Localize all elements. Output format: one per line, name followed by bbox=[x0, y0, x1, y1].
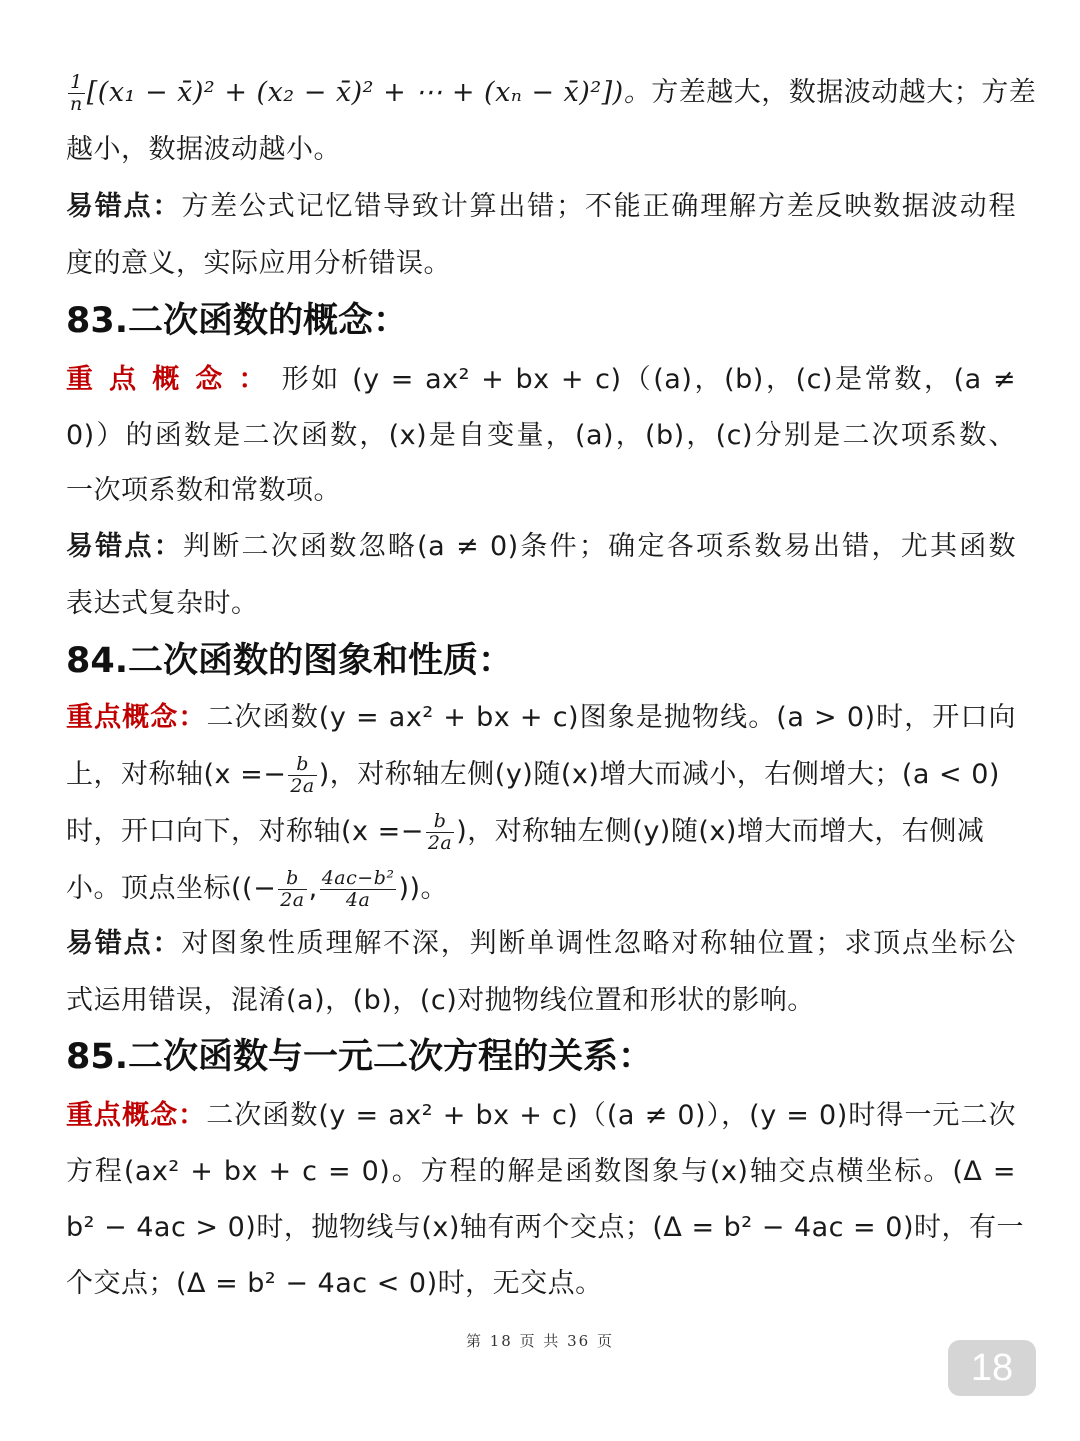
s83-key-line-1 bbox=[66, 360, 1016, 400]
fraction-numerator: b bbox=[426, 811, 454, 833]
fraction-denominator: n bbox=[70, 93, 83, 115]
text-segment: ))。 bbox=[398, 873, 449, 904]
s85-key-line-3: b² − 4ac > 0)时，抛物线与(x)轴有两个交点；(Δ = b² − 4ac = 0)时，有一 bbox=[66, 1212, 1024, 1243]
prev-error-line bbox=[66, 187, 1016, 227]
section-85-title: 85.二次函数与一元二次方程的关系： bbox=[66, 1037, 654, 1077]
s84-key-line-2 bbox=[66, 754, 1016, 797]
s83-key-line-3: 一次项系数和常数项。 bbox=[66, 475, 341, 506]
key-concept-label: 重点概念： bbox=[66, 1100, 207, 1131]
text-segment: 时，开口向下，对称轴(x =− bbox=[66, 816, 424, 847]
fraction-b-over-2a bbox=[288, 754, 316, 797]
error-label: 易错点： bbox=[66, 191, 182, 222]
key-concept-label: 重点概念： bbox=[66, 702, 207, 733]
s85-key-text: 二次函数(y = ax² + bx + c)（(a ≠ 0)），(y = 0)时得一元二次 bbox=[206, 1100, 1017, 1131]
s83-error-line-1 bbox=[66, 527, 1016, 567]
key-concept-label: 重点概念： bbox=[66, 364, 282, 395]
variance-text-cont: 越小，数据波动越小。 bbox=[66, 134, 341, 165]
text-segment: )，对称轴左侧(y)随(x)增大而减小，右侧增大；(a < 0) bbox=[318, 759, 1000, 790]
fraction-denominator: 2a bbox=[280, 889, 305, 911]
fraction-denominator: 2a bbox=[290, 775, 315, 797]
s84-key-line-4: 小。顶点坐标((− $\frac{b}{2a}$ , $\frac{\text{4ac−b²}}{4a}$ ))。 bbox=[66, 867, 449, 911]
s83-key-line-2: 0)）的函数是二次函数，(x)是自变量，(a)，(b)，(c)分别是二次项系数、 bbox=[66, 420, 1016, 451]
error-label: 易错点： bbox=[66, 928, 182, 959]
fraction-denominator: 4a bbox=[345, 889, 371, 911]
text-segment: )，对称轴左侧(y)随(x)增大而增大，右侧减 bbox=[456, 816, 985, 847]
fraction-vertex-y bbox=[320, 868, 397, 911]
fraction-numerator: 4ac−b² bbox=[321, 867, 395, 889]
error-label: 易错点： bbox=[66, 531, 184, 562]
section-83-title: 83.二次函数的概念： bbox=[66, 301, 409, 341]
error-text: 对图象性质理解不深，判断单调性忽略对称轴位置；求顶点坐标公 bbox=[181, 928, 1016, 959]
page-number-badge: 18 bbox=[948, 1340, 1036, 1396]
fraction-numerator: 1 bbox=[68, 72, 85, 94]
fraction-b-over-2a bbox=[278, 868, 306, 911]
s84-key-line-3 bbox=[66, 811, 1016, 854]
error-text-cont: 度的意义，实际应用分析错误。 bbox=[66, 248, 451, 279]
s84-error-line-2: 式运用错误，混淆(a)，(b)，(c)对抛物线位置和形状的影响。 bbox=[66, 985, 815, 1016]
page-footer: 第 18 页 共 36 页 bbox=[465, 1332, 614, 1350]
formula-fraction bbox=[68, 72, 85, 115]
text-segment: 小。顶点坐标((− bbox=[66, 873, 277, 904]
fraction-b-over-2a bbox=[426, 811, 454, 854]
s85-key-line-4: 个交点；(Δ = b² − 4ac < 0)时，无交点。 bbox=[66, 1268, 603, 1299]
fraction-numerator: b bbox=[278, 868, 306, 890]
s85-key-line-2: 方程(ax² + bx + c = 0)。方程的解是函数图象与(x)轴交点横坐标。(Δ = bbox=[66, 1156, 1016, 1187]
fraction-denominator: 2a bbox=[427, 832, 453, 854]
s85-key-line-1 bbox=[66, 1096, 1016, 1136]
fraction-numerator: b bbox=[288, 754, 316, 776]
section-84-title: 84.二次函数的图象和性质： bbox=[66, 641, 514, 681]
s83-key-text: 形如 (y = ax² + bx + c)（(a)，(b)，(c)是常数，(a ≠ bbox=[281, 364, 1017, 395]
s84-key-line-1 bbox=[66, 698, 1016, 738]
variance-formula-line bbox=[66, 71, 1037, 115]
variance-text: 方差越大，数据波动越大；方差 bbox=[651, 77, 1037, 108]
s84-key-text: 二次函数(y = ax² + bx + c)图象是抛物线。(a > 0)时，开口向 bbox=[206, 702, 1016, 733]
error-text: 方差公式记忆错导致计算出错；不能正确理解方差反映数据波动程 bbox=[181, 191, 1016, 222]
error-text: 判断二次函数忽略(a ≠ 0)条件；确定各项系数易出错，尤其函数 bbox=[183, 531, 1017, 562]
s83-error-line-2: 表达式复杂时。 bbox=[66, 588, 259, 619]
variance-formula: [(x₁ − x̄)² + (x₂ − x̄)² + ⋯ + (xₙ − x̄)²])。 bbox=[86, 77, 652, 108]
s84-error-line-1 bbox=[66, 924, 1016, 964]
text-segment: 上，对称轴(x =− bbox=[66, 759, 287, 790]
